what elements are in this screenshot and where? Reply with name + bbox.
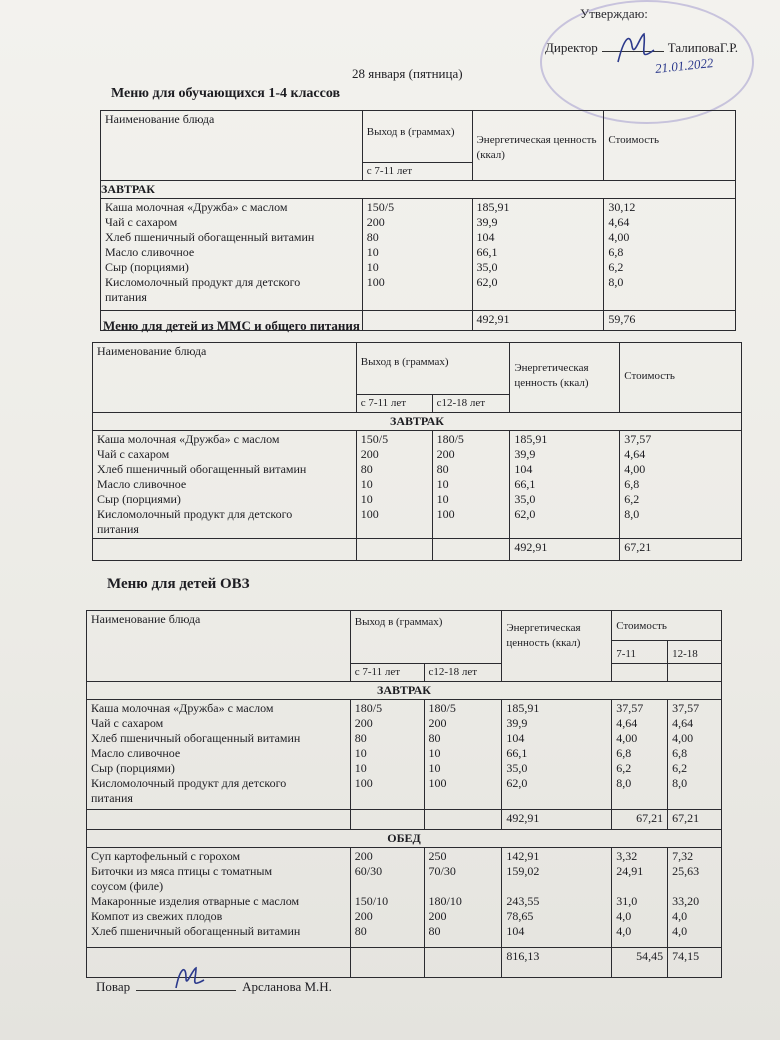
menu3-breakfast-output-1: 180/5 200 80 10 10 100	[350, 700, 424, 810]
col-energy-header: Энергетическая ценность (ккал)	[502, 611, 612, 682]
menu1-total-energy: 492,91	[472, 311, 604, 331]
menu2-cost: 37,57 4,64 4,00 6,8 6,2 8,0	[620, 431, 742, 539]
menu3-lunch-output-1: 200 60/30 150/10 200 80	[350, 848, 424, 948]
menu3-lunch-total-blank2	[350, 948, 424, 978]
stamp-date: 21.01.2022	[654, 54, 715, 77]
menu2-table	[92, 342, 742, 561]
cook-name: Арсланова М.Н.	[242, 979, 332, 994]
cook-label: Повар	[96, 979, 131, 994]
menu2-output-2: 180/5 200 80 10 10 100	[432, 431, 510, 539]
menu3-breakfast-total-cost-2: 67,21	[668, 810, 722, 830]
col-output-header: Выход в (граммах)	[356, 343, 510, 395]
col-cost-header: Стоимость	[604, 111, 736, 181]
menu2-total-cost: 67,21	[620, 539, 742, 561]
menu3-breakfast-output-2: 180/5 200 80 10 10 100	[424, 700, 502, 810]
menu3-lunch-cost-1: 3,32 24,91 31,0 4,0 4,0	[612, 848, 668, 948]
menu1-table	[100, 110, 736, 331]
menu1-total-cost: 59,76	[604, 311, 736, 331]
age-header: с 7-11 лет	[362, 163, 472, 181]
menu2-total-blank	[93, 539, 357, 561]
col-name-header: Наименование блюда	[87, 611, 351, 682]
menu3-breakfast-items: Каша молочная «Дружба» с маслом Чай с сахаром Хлеб пшеничный обогащенный витамин Масло сливочное Сыр (порциями) Кисломолочный продукт для детского питания	[87, 700, 351, 810]
menu3-breakfast-total-cost-1: 67,21	[612, 810, 668, 830]
director-signature	[610, 28, 660, 68]
col-output-header: Выход в (граммах)	[362, 111, 472, 163]
menu3-lunch-total-cost-2: 74,15	[668, 948, 722, 978]
menu3-lunch-total-blank	[87, 948, 351, 978]
col-energy-header: Энергетическая ценность (ккал)	[472, 111, 604, 181]
menu3-breakfast-total-energy: 492,91	[502, 810, 612, 830]
col-cost-header: Стоимость	[612, 611, 722, 641]
menu3-breakfast-total-blank2	[350, 810, 424, 830]
col-name-header: Наименование блюда	[93, 343, 357, 413]
approval-label: Утверждаю:	[580, 6, 648, 21]
director-name: ТалиповаГ.Р.	[667, 40, 739, 55]
breakfast-header: ЗАВТРАК	[93, 413, 742, 431]
menu3-table	[86, 610, 722, 978]
menu3-breakfast-total-blank3	[424, 810, 502, 830]
cost-age-1: 7-11	[612, 641, 668, 664]
menu2-total-energy: 492,91	[510, 539, 620, 561]
menu3-lunch-items: Суп картофельный с горохом Биточки из мяса птицы с томатным соусом (филе) Макаронные изделия отварные с маслом Компот из свежих плодов Хлеб пшеничный обогащенный витамин	[87, 848, 351, 948]
lunch-header: ОБЕД	[87, 830, 722, 848]
menu1-energy: 185,91 39,9 104 66,1 35,0 62,0	[472, 199, 604, 311]
menu2-total-blank3	[432, 539, 510, 561]
age-header-1: с 7-11 лет	[350, 664, 424, 682]
director-label: Директор	[545, 40, 598, 55]
menu2-items: Каша молочная «Дружба» с маслом Чай с сахаром Хлеб пшеничный обогащенный витамин Масло сливочное Сыр (порциями) Кисломолочный продукт для детского питания	[93, 431, 357, 539]
menu1-total-blank2	[362, 311, 472, 331]
menu3-lunch-output-2: 250 70/30 180/10 200 80	[424, 848, 502, 948]
menu3-lunch-total-blank3	[424, 948, 502, 978]
menu1-items: Каша молочная «Дружба» с маслом Чай с сахаром Хлеб пшеничный обогащенный витамин Масло сливочное Сыр (порциями) Кисломолочный продукт для детского питания	[101, 199, 363, 311]
breakfast-header: ЗАВТРАК	[101, 181, 736, 199]
cost-age-blank-1	[612, 664, 668, 682]
menu3-breakfast-cost-1: 37,57 4,64 4,00 6,8 6,2 8,0	[612, 700, 668, 810]
menu2-total-blank2	[356, 539, 432, 561]
col-cost-header: Стоимость	[620, 343, 742, 413]
menu3-lunch-cost-2: 7,32 25,63 33,20 4,0 4,0	[668, 848, 722, 948]
menu2-title: Меню для детей из ММС и общего питания	[103, 318, 360, 333]
cost-age-blank-2	[668, 664, 722, 682]
cook-signature	[170, 962, 210, 992]
breakfast-header: ЗАВТРАК	[87, 682, 722, 700]
menu-date: 28 января (пятница)	[352, 66, 463, 81]
col-name-header: Наименование блюда	[101, 111, 363, 181]
menu2-output-1: 150/5 200 80 10 10 100	[356, 431, 432, 539]
menu3-lunch-energy: 142,91 159,02 243,55 78,65 104	[502, 848, 612, 948]
menu3-breakfast-energy: 185,91 39,9 104 66,1 35,0 62,0	[502, 700, 612, 810]
menu2-energy: 185,91 39,9 104 66,1 35,0 62,0	[510, 431, 620, 539]
menu3-breakfast-cost-2: 37,57 4,64 4,00 6,8 6,2 8,0	[668, 700, 722, 810]
age-header-1: с 7-11 лет	[356, 395, 432, 413]
menu3-breakfast-total-blank	[87, 810, 351, 830]
age-header-2: с12-18 лет	[424, 664, 502, 682]
cook-line	[96, 979, 332, 995]
menu3-lunch-total-energy: 816,13	[502, 948, 612, 978]
col-output-header: Выход в (граммах)	[350, 611, 502, 664]
col-energy-header: Энергетическая ценность (ккал)	[510, 343, 620, 413]
menu1-cost: 30,12 4,64 4,00 6,8 6,2 8,0	[604, 199, 736, 311]
menu3-lunch-total-cost-1: 54,45	[612, 948, 668, 978]
menu3-title: Меню для детей ОВЗ	[107, 576, 250, 592]
cost-age-2: 12-18	[668, 641, 722, 664]
menu1-title: Меню для обучающихся 1-4 классов	[111, 86, 341, 101]
age-header-2: с12-18 лет	[432, 395, 510, 413]
menu1-output: 150/5 200 80 10 10 100	[362, 199, 472, 311]
